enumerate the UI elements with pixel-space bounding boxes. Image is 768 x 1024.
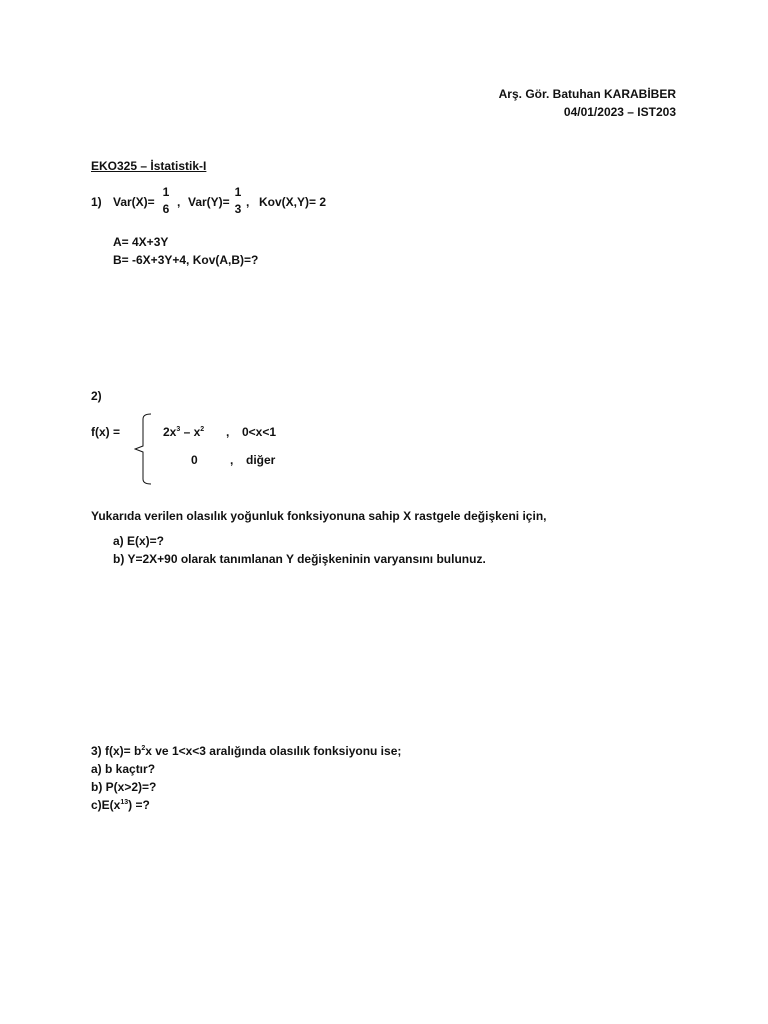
author-name: Arş. Gör. Batuhan KARABİBER: [498, 87, 676, 101]
var-y-fraction: [232, 186, 244, 215]
fraction-denominator: 6: [162, 202, 170, 216]
case-2-expression: 0: [191, 453, 198, 467]
question-statement: 3) $f(x)= b^2x$ ve 1<x<3 aralığında olasılık fonksiyonu ise;: [91, 744, 402, 758]
question-number: 2): [91, 389, 102, 403]
definition-a: A= 4X+3Y: [113, 235, 169, 249]
question-statement: Yukarıda verilen olasılık yoğunluk fonksiyonuna sahip X rastgele değişkeni için,: [91, 509, 547, 523]
function-label: f(x) =: [91, 425, 121, 439]
date-course: 04/01/2023 – IST203: [563, 105, 676, 119]
case-1-separator: ,: [226, 425, 230, 439]
var-x-label: Var(X)=: [113, 195, 155, 209]
part-a: a) E(x)=?: [113, 534, 165, 548]
part-b: b) Y=2X+90 olarak tanımlanan Y değişkeninin varyansını bulunuz.: [113, 552, 486, 566]
fraction-denominator: 3: [234, 202, 242, 216]
part-c: $c)E(x^{13})$ =?: [91, 798, 150, 812]
fraction-numerator: 1: [162, 185, 170, 199]
case-1-expression: $2x^3 - x^2$: [163, 425, 205, 439]
course-title: EKO325 – İstatistik-I: [91, 159, 207, 173]
var-y-label: Var(Y)=: [188, 195, 230, 209]
separator: ,: [246, 195, 250, 209]
case-2-separator: ,: [230, 453, 234, 467]
left-brace: [134, 413, 154, 485]
case-1-condition: 0<x<1: [242, 425, 277, 439]
definition-b: B= -6X+3Y+4, Kov(A,B)=?: [113, 253, 259, 267]
part-b: b) P(x>2)=?: [91, 780, 157, 794]
var-x-fraction: [160, 186, 172, 215]
covariance-xy: Kov(X,Y)= 2: [259, 195, 327, 209]
separator: ,: [177, 195, 181, 209]
part-a: a) b kaçtır?: [91, 762, 156, 776]
case-2-condition: diğer: [246, 453, 276, 467]
question-number: 1): [91, 195, 102, 209]
fraction-numerator: 1: [234, 185, 242, 199]
